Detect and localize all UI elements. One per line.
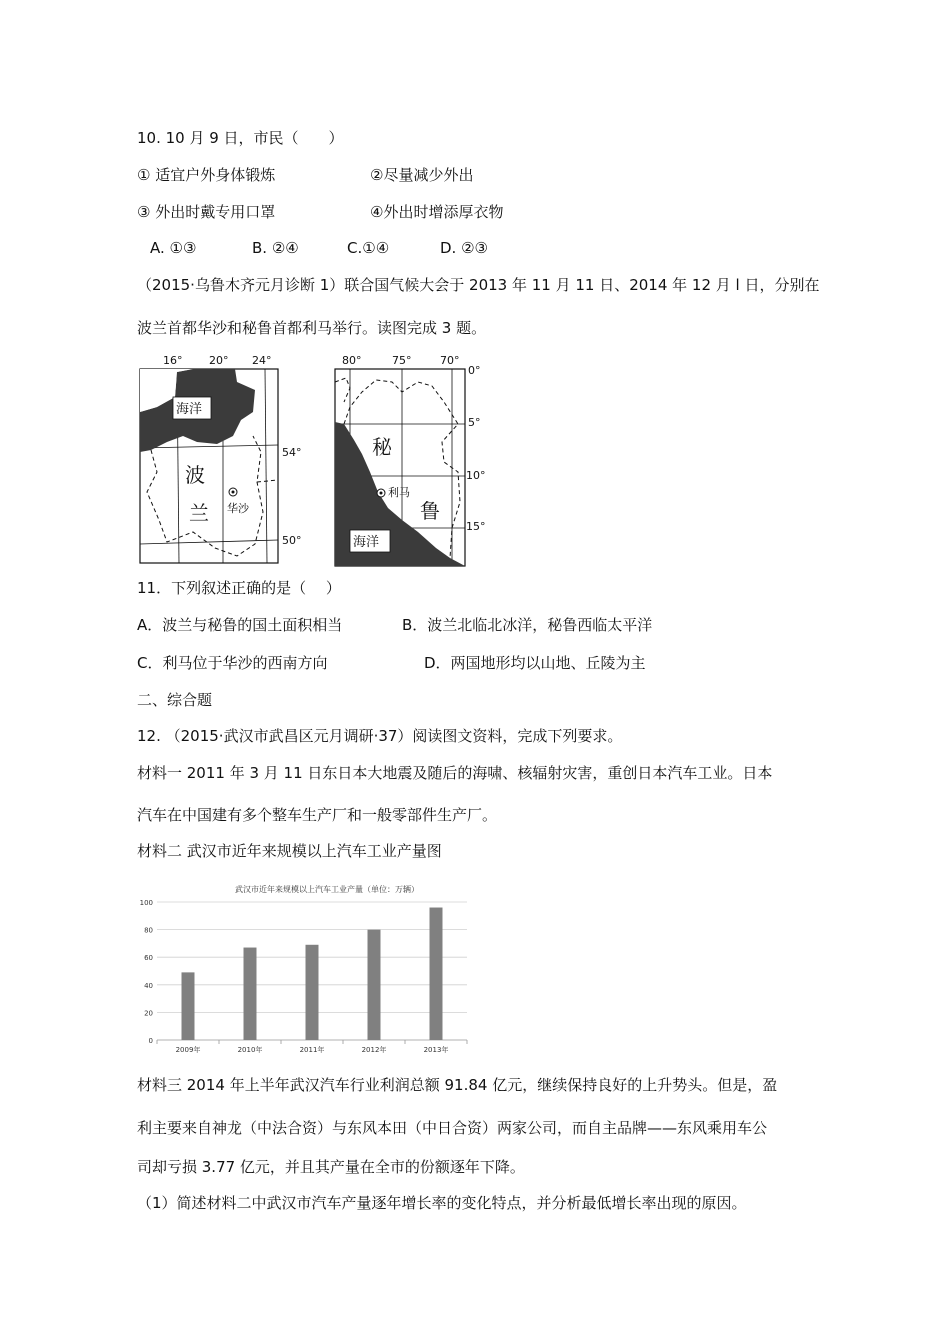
q11-stem: 11．下列叙述正确的是（ ） — [137, 579, 341, 597]
chart-bar — [368, 930, 381, 1040]
q10-item-1: ① 适宜户外身体锻炼 — [137, 166, 276, 184]
chart-x-tick-label: 2010年 — [237, 1046, 263, 1054]
lima-label: 利马 — [388, 486, 410, 499]
map-lat-label: 15° — [466, 520, 486, 533]
peru-map — [332, 352, 492, 570]
sub-question-1: （1）简述材料二中武汉市汽车产量逐年增长率的变化特点，并分析最低增长率出现的原因。 — [137, 1194, 747, 1212]
q10-option-c: C.①④ — [347, 239, 390, 257]
warsaw-label: 华沙 — [227, 502, 249, 515]
q10-item-4: ④外出时增添厚衣物 — [370, 203, 504, 221]
chart-bar — [306, 945, 319, 1040]
intro-line-2: 波兰首都华沙和秘鲁首都利马举行。读图完成 3 题。 — [137, 319, 487, 337]
intro-line-1: （2015·乌鲁木齐元月诊断 1）联合国气候大会于 2013 年 11 月 11 日、2014 年 12 月 l 日，分别在 — [137, 276, 820, 294]
q10-option-d: D. ②③ — [440, 239, 488, 257]
chart-y-tick-label: 0 — [148, 1037, 153, 1045]
map-lat-label: 50° — [282, 534, 302, 547]
material-3-line-2: 利主要来自神龙（中法合资）与东风本田（中日合资）两家公司，而自主品牌——东风乘用车公 — [137, 1119, 768, 1137]
material-2-caption: 材料二 武汉市近年来规模以上汽车工业产量图 — [137, 842, 442, 860]
chart-x-tick-label: 2012年 — [361, 1046, 387, 1054]
material-1-line-2: 汽车在中国建有多个整车生产厂和一般零部件生产厂。 — [137, 806, 498, 824]
q10-item-2: ②尽量减少外出 — [370, 166, 474, 184]
map-lon-label: 70° — [440, 354, 460, 367]
q10-item-3: ③ 外出时戴专用口罩 — [137, 203, 276, 221]
map-lat-label: 10° — [466, 469, 486, 482]
q10-option-b: B. ②④ — [252, 239, 299, 257]
q10-option-a: A. ①③ — [150, 239, 197, 257]
section-heading: 二、综合题 — [137, 691, 213, 709]
chart-y-tick-label: 20 — [144, 1009, 153, 1018]
map-lat-label: 5° — [468, 416, 481, 429]
chart-y-tick-label: 100 — [139, 899, 153, 907]
poland-country-char-1: 波 — [185, 463, 205, 487]
chart-title: 武汉市近年来规模以上汽车工业产量（单位：万辆） — [235, 885, 419, 894]
chart-bar — [244, 948, 257, 1040]
chart-y-tick-label: 40 — [144, 981, 153, 990]
material-3-line-1: 材料三 2014 年上半年武汉汽车行业利润总额 91.84 亿元，继续保持良好的上升势头。但是，盈 — [137, 1076, 778, 1094]
material-3-line-3: 司却亏损 3.77 亿元，并且其产量在全市的份额逐年下降。 — [137, 1158, 525, 1176]
map-lon-label: 24° — [252, 354, 272, 367]
map-lon-label: 20° — [209, 354, 229, 367]
q11-option-c: C．利马位于华沙的西南方向 — [137, 654, 328, 672]
poland-country-char-2: 兰 — [189, 501, 209, 525]
chart-x-tick-label: 2009年 — [175, 1046, 201, 1054]
q11-option-b: B．波兰北临北冰洋，秘鲁西临太平洋 — [402, 616, 653, 634]
peru-country-char-2: 鲁 — [420, 499, 440, 523]
chart-x-tick-label: 2011年 — [299, 1046, 325, 1054]
map-lon-label: 16° — [163, 354, 183, 367]
poland-ocean-label: 海洋 — [176, 402, 203, 417]
q11-option-d: D．两国地形均以山地、丘陵为主 — [424, 654, 646, 672]
q10-stem: 10. 10 月 9 日，市民（ ） — [137, 129, 344, 147]
chart-bar — [182, 972, 195, 1040]
chart-y-tick-label: 80 — [144, 926, 153, 935]
map-lon-label: 80° — [342, 354, 362, 367]
material-1-line-1: 材料一 2011 年 3 月 11 日东日本大地震及随后的海啸、核辐射灾害，重创日本汽车工业。日本 — [137, 764, 773, 782]
chart-x-tick-label: 2013年 — [423, 1046, 449, 1054]
map-lat-label: 0° — [468, 364, 481, 377]
peru-country-char-1: 秘 — [372, 435, 392, 459]
q11-option-a: A．波兰与秘鲁的国土面积相当 — [137, 616, 343, 634]
chart-bar — [430, 908, 443, 1040]
chart-y-tick-label: 60 — [144, 954, 153, 963]
peru-ocean-label: 海洋 — [353, 535, 380, 550]
poland-map — [137, 352, 312, 570]
map-lon-label: 75° — [392, 354, 412, 367]
q12-stem: 12. （2015·武汉市武昌区元月调研·37）阅读图文资料，完成下列要求。 — [137, 727, 623, 745]
map-lat-label: 54° — [282, 446, 302, 459]
production-bar-chart — [137, 882, 477, 1054]
